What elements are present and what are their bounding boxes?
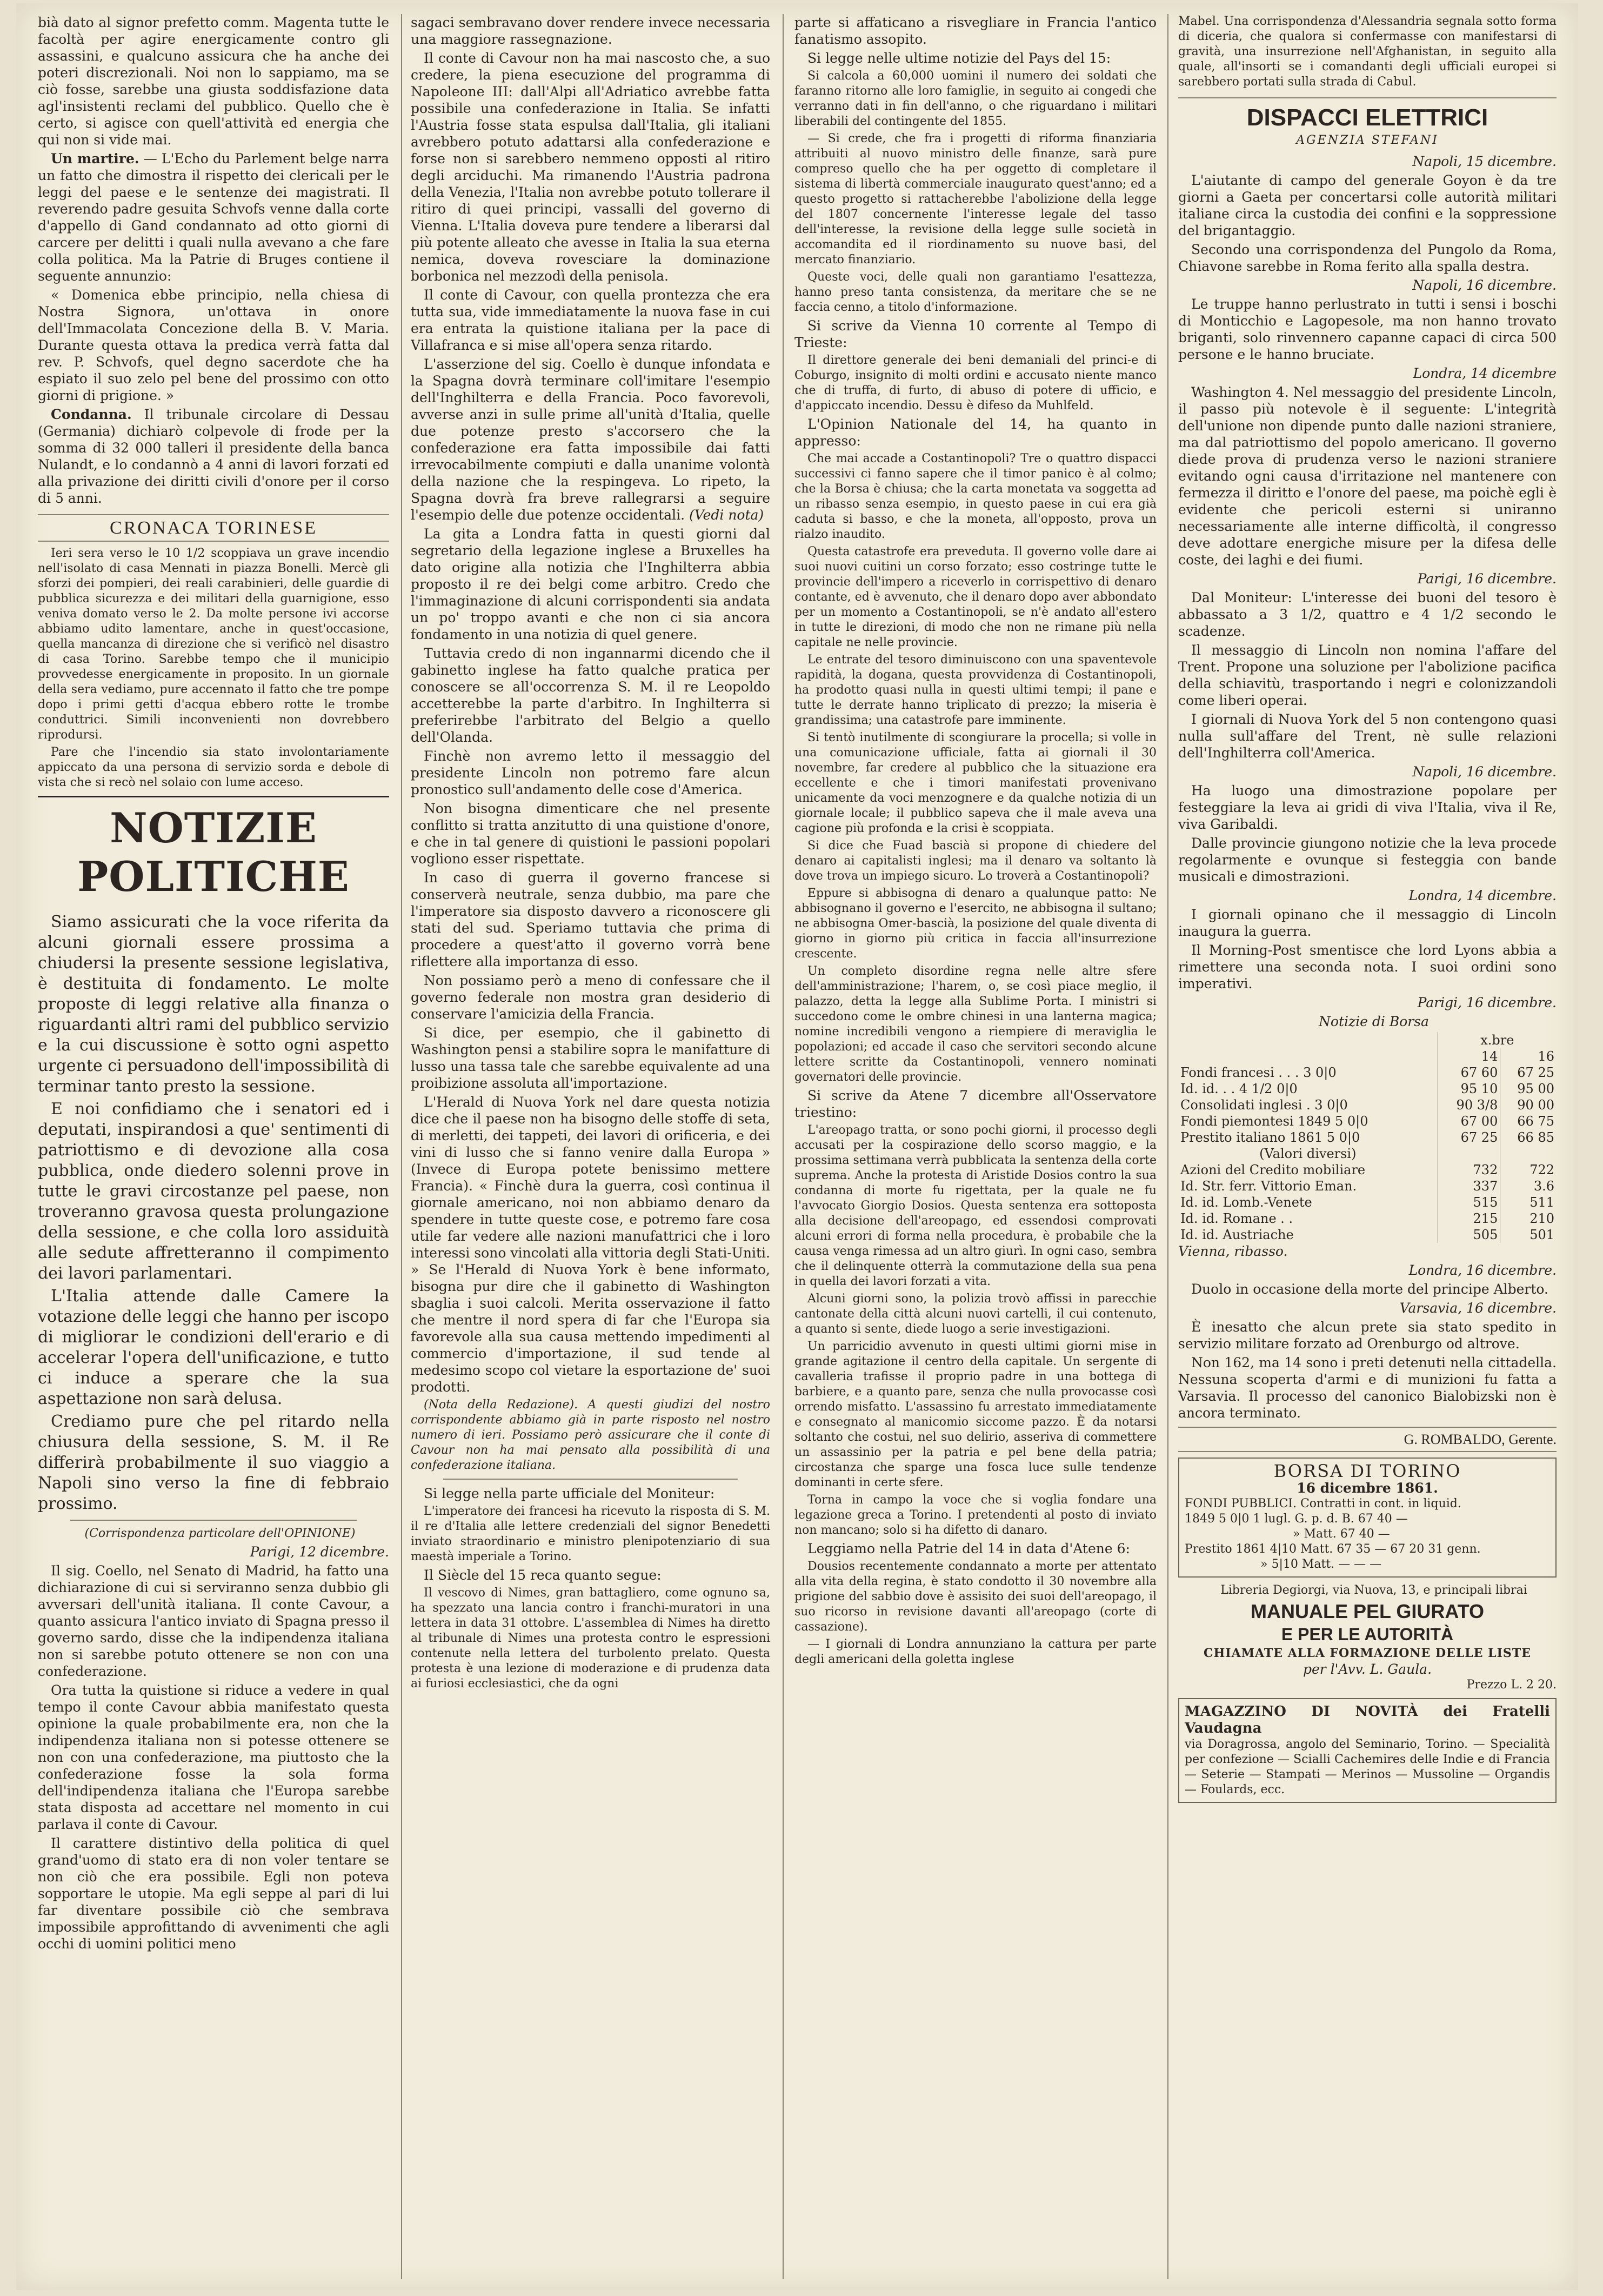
table-cell: 67 00 — [1438, 1113, 1500, 1129]
table-cell: Fondi francesi . . . 3 0|0 — [1180, 1065, 1337, 1080]
article-paragraph: Dousios recentemente condannato a morte per attentato alla vita della regina, è stato condotto il 30 novembre alla prigione del sabbio dove è assisito dei suoi dell'areopago, il suo ricorso in revisione davanti all'areopago (corte di cassazione). — [794, 1560, 1157, 1634]
article-paragraph: Si dice che Fuad bascià si propone di chiedere del denaro ai capitalisti inglesi; ma il denaro va soltanto là dove trova un impiego sicuro. Lo troverà a Costantinopoli? — [794, 839, 1157, 883]
table-cell: 90 3/8 — [1438, 1097, 1500, 1113]
borsa-torino-line: » Matt. 67 40 — — [1293, 1527, 1390, 1541]
article-paragraph: Si dice, per esempio, che il gabinetto di Washington pensi a stabilire sopra le manifatture di lusso una tassa tale che sarebbe equivalente ad una proibizione assoluta all'importazione. — [411, 1025, 770, 1091]
table-cell — [1438, 1146, 1500, 1162]
article-paragraph: Non bisogna dimenticare che nel presente conflitto si tratta anzitutto di una quistione d'onore, e che in tal genere di quistioni le passioni popolari vogliono esser rispettate. — [411, 801, 770, 867]
table-cell: 215 — [1438, 1210, 1500, 1227]
column-rule — [1167, 14, 1168, 2279]
column-1 — [38, 14, 389, 2279]
dateline: Napoli, 16 dicembre. — [1412, 764, 1557, 780]
dispatch: Dal Moniteur: L'interesse dei buoni del tesoro è abbassato a 3 1/2, quattro e 4 1/2 secondo le scadenze. — [1178, 590, 1557, 639]
table-row — [1178, 1032, 1557, 1048]
article-paragraph: Un completo disordine regna nelle altre sfere dell'amministrazione; l'harem, o, se così piace meglio, il palazzo, detta la legge alla Sublime Porta. I ministri si succedono come le ombre chinesi in una lanterna magica; nomine incredibili vengono a riempiere di meraviglia le popolazioni; ed accade il caso che servitori secondo alcune lettere scritte da Costantinopoli, vennero nominati governatori delle provincie. — [794, 964, 1157, 1084]
correspondence-heading: (Corrispondenza particolare dell'OPINIONE) — [84, 1527, 356, 1540]
column-rule — [783, 14, 784, 2279]
table-row — [1178, 1064, 1557, 1081]
table-cell: 95 10 — [1438, 1081, 1500, 1097]
article-paragraph: Il direttore generale dei beni demaniali del princi-e di Coburgo, insignito di molti ordini e accusato niente manco che di truffa, di furto, di abuso di potere di ufficio, e d'appiccato incendio. Dessu è difeso da Muhlfeld. — [794, 354, 1157, 412]
article-paragraph: bià dato al signor prefetto comm. Magenta tutte le facoltà per agire energicamente contro gli assassini, e qualcuno assicura che ha anche dei poteri discrezionali. Noi non lo sappiamo, ma se ciò fosse, sarebbe una giusta soddisfazione data agl'insistenti reclami del pubblico. Quello che è certo, si agisce con quell'attività ed energia che qui non si vide mai. — [38, 15, 389, 148]
advert-manual-desc: CHIAMATE ALLA FORMAZIONE DELLE LISTE — [1204, 1646, 1531, 1660]
table-cell: 66 75 — [1500, 1113, 1557, 1129]
article-paragraph — [38, 406, 389, 507]
article-paragraph: — Si crede, che fra i progetti di riforma finanziaria attribuiti al nuovo ministro delle finanze, sarà pure compreso quello che ha per oggetto di completare il sistema di libertà commerciale inaugurato quest'anno; ed a questo progetto si rattacherebbe l'abolizione della legge del 1807 concernente l'interesse legale del tasso dell'interesse, la revisione della legge sulle società in accomandita ed il riordinamento su nuove basi, del mercato finanziario. — [794, 132, 1157, 267]
section-title-cronaca: CRONACA TORINESE — [38, 514, 389, 542]
advert-magazzino — [1178, 1698, 1557, 1803]
dateline: Varsavia, 16 dicembre. — [1399, 1300, 1557, 1316]
article-paragraph: E noi confidiamo che i senatori ed i deputati, inspirandosi a que' sentimenti di patriottismo e di devozione alla cosa pubblica, onde diedero solenni prove in tutte le gravi circostanze pel paese, non troveranno gravosa questa prolungazione della sessione, e che colla loro assiduità alle sedute affretteranno il compimento dei lavori parlamentari. — [38, 1100, 389, 1283]
article-paragraph: Leggiamo nella Patrie del 14 in data d'Atene 6: — [807, 1541, 1130, 1556]
article-paragraph: Si scrive da Atene 7 dicembre all'Osservatore triestino: — [794, 1088, 1157, 1120]
article-paragraph: Il conte di Cavour non ha mai nascosto che, a suo credere, la piena esecuzione del programma di Napoleone III: dall'Alpi all'Adriatico avrebbe fatta possibile una confederazione in Italia. Se infatti l'Austria fosse stata espulsa dall'Italia, gli italiani avrebbero potuto adattarsi alla confederazione e forse non si sarebbero nemmeno opposti al ritiro degli arciduchi. Ma rimanendo l'Austria padrona della Venezia, l'Italia non avrebbe potuto tollerare il ritiro di quei principi, vassalli del governo di Vienna. L'Italia doveva pure tendere a liberarsi dal più potente alleato che avesse in Italia la sua eterna nemica, doveva rovesciare la dominazione borbonica nel mezzodì della penisola. — [411, 50, 770, 284]
borsa-torino-line: » 5|10 Matt. — — — — [1260, 1558, 1382, 1571]
article-paragraph: Tuttavia credo di non ingannarmi dicendo che il gabinetto inglese ha fatto qualche pratica per conoscere se all'occorrenza S. M. il re Leopoldo accetterebbe la parte d'arbitro. In Inghilterra si preferirebbe l'arbitrato del Belgio a quello dell'Olanda. — [411, 645, 770, 745]
borsa-title: Notizie di Borsa — [1319, 1014, 1429, 1029]
dispatch: L'aiutante di campo del generale Goyon è da tre giorni a Gaeta per concertarsi colle autorità militari italiane circa la custodia dei confini e la soppressione del brigantaggio. — [1178, 172, 1557, 238]
table-cell: 505 — [1438, 1227, 1500, 1243]
table-cell: 337 — [1438, 1178, 1500, 1194]
column-2 — [411, 14, 770, 2279]
item-text: L'asserzione del sig. Coello è dunque infondata e la Spagna dovrà terminare coll'imitare l'esempio dell'Inghilterra e della Francia. Poco favorevoli, avverse anzi in sulle prime all'unità d'Italia, quelle due potenze presto s'accorsero che la confederazione era fatta impossibile dai fatti irrevocabilmente compiuti e dalla unanime volontà della nazione che la respingeva. Lo ripeto, la Spagna dovrà fra breve rallegrarsi a seguire l'esempio delle due potenze occidentali. — [411, 356, 770, 523]
article-paragraph: Siamo assicurati che la voce riferita da alcuni giornali essere prossima a chiudersi la presente sessione legislativa, è destituita di fondamento. Le molte proposte di leggi relative alla finanza o riguardanti altri rami del pubblico servizio e la cui discussione è sotto ogni aspetto urgente ci persuadono dell'impossibilità di terminar tanto presto la sessione. — [38, 913, 389, 1096]
table-row — [1178, 1129, 1557, 1146]
article-paragraph: Questa catastrofe era preveduta. Il governo volle dare ai suoi nuovi cuitini un corso forzato; esso costringe tutte le provincie dell'impero a riceverlo in corrispettivo di denaro contante, ed è avvenuto, che il denaro dopo aver abbondato per un momento a Costantinopoli, se n'è andato all'estero in tutte le direzioni, di modo che non ne rimane più nella capitale ne nelle provincie. — [794, 545, 1157, 649]
table-row — [1178, 1081, 1557, 1097]
article-paragraph: Il conte di Cavour, con quella prontezza che era tutta sua, vide immediatamente la nuova fase in cui era entrata la quistione italiana per la pace di Villafranca e si mise all'opera senza ritardo. — [411, 287, 770, 353]
table-cell: 3.6 — [1500, 1178, 1557, 1194]
borsa-torino-box — [1178, 1458, 1557, 1578]
article-paragraph: sagaci sembravano dover rendere invece necessaria una maggiore rassegnazione. — [411, 15, 770, 47]
article-paragraph: Si legge nella parte ufficiale del Moniteur: — [424, 1486, 715, 1501]
borsa-torino-line: 1849 5 0|0 1 lugl. G. p. d. B. 67 40 — — [1185, 1512, 1408, 1526]
table-row — [1178, 1227, 1557, 1243]
dateline: Parigi, 16 dicembre. — [1417, 995, 1557, 1010]
borsa-torino-date: 16 dicembre 1861. — [1297, 1480, 1438, 1496]
article-paragraph: L'Herald di Nuova York nel dare questa notizia dice che il paese non ha bisogno delle stoffe di seta, di merletti, dei tappeti, dei lavori di orificeria, e dei vini di lusso che si fanno venire dalla Europa » (Invece di Europa potete benissimo mettere Francia). « Finchè dura la guerra, così continua il giornale americano, noi non abbiamo denaro da spendere in tutte queste cose, e potremo fare cosa utile far vedere alle nazioni manufattrici che i loro interessi sono vincolati alla vittoria degli Stati-Uniti. » Se l'Herald di Nuova York è bene informato, bisogna pur dire che il gabinetto di Washington sbaglia i suoi calcoli. Merita osservazione il fatto che mentre il nord spera di far che l'Europa sia favorevole alla sua causa mettendo impedimenti al commercio d'importazione, il sud tende al medesimo scopo col vietare la esportazione de' suoi prodotti. — [411, 1094, 770, 1395]
table-cell: 16 — [1500, 1048, 1557, 1064]
table-cell: 67 25 — [1500, 1064, 1557, 1081]
dispatch: Washington 4. Nel messaggio del presidente Lincoln, il passo più notevole è il seguente: L'integrità dell'unione non dipende punto dalle nazioni straniere, ma dal patriottismo del popolo americano. Il governo diede prova di prudenza verso le nazioni straniere evitando ogni causa d'irritazione nel mantenere con fermezza il diritto e l'onore del paese, ma poichè egli è evidente che pericoli esterni si uniranno necessariamente alle interne difficoltà, il congresso deve adottare energiche misure per la difesa delle coste, dei laghi e dei fiumi. — [1178, 384, 1557, 568]
gerente-signature: G. ROMBALDO, Gerente. — [1178, 1427, 1557, 1452]
dateline: Londra, 14 dicembre — [1413, 365, 1557, 381]
dispatch: Ha luogo una dimostrazione popolare per festeggiare la leva ai gridi di viva l'Italia, viva il Re, viva Garibaldi. — [1178, 783, 1557, 832]
editorial-note: (Nota della Redazione). A questi giudizi del nostro corrispondente abbiamo già in parte risposto nel nostro numero di ieri. Possiamo però assicurare che il conte di Cavour non ha mai pensato alla possibilità di una confederazione italiana. — [411, 1398, 770, 1472]
dateline: Parigi, 16 dicembre. — [1417, 571, 1557, 587]
table-row — [1178, 1097, 1557, 1113]
table-cell: 14 — [1438, 1048, 1500, 1064]
article-paragraph: Ieri sera verso le 10 1/2 scoppiava un grave incendio nell'isolato di casa Mennati in piazza Bonelli. Mercè gli sforzi dei pompieri, dei reali carabinieri, delle guardie di pubblica sicurezza e dei militari della guarnigione, esso veniva domato verso le 2. Da molte persone ivi accorse abbiamo udito lamentare, anche in quest'occasione, quella mancanza di direzione che si verificò nel disastro di casa Torino. Sarebbe tempo che il municipio provvedesse energicamente in proposito. In un giornale della sera vediamo, pure accennato il fatto che tre pompe dopo i primi getti d'acqua ebbero rotte le trombe conduttrici. Simili inconvenienti non dovrebbero riprodursi. — [38, 547, 389, 742]
divider — [70, 1520, 357, 1521]
table-cell — [1178, 1032, 1438, 1048]
article-paragraph: L'areopago tratta, or sono pochi giorni, il processo degli accusati per la cospirazione dello scorso maggio, e la prossima settimana verrà pubblicata la sentenza della corte suprema. Anche la protesta di Aristide Dosios contro la sua condanna di morte fu rigettata, per la quale ne fu l'avvocato Giorgio Dosios. Questa sentenza era sottoposta alla decisione dell'areopago, ed essendosi comprovati alcuni errori di forma nella procedura, è probabile che la causa venga rimessa ad un altro giurì. In ogni caso, sembra che il delinquente otterrà la commutazione della sua pena in quella dei lavori forzati a vita. — [794, 1123, 1157, 1288]
article-paragraph: Mabel. Una corrispondenza d'Alessandria segnala sotto forma di diceria, che qualora si confermasse con manifestarsi di gravità, una insurrezione nell'Afghanistan, in seguito alla quale, all'insorti se i comandanti degli ufficiali europei si sarebbero portati sulla strada di Cabul. — [1178, 15, 1557, 89]
article-paragraph: Si tentò inutilmente di scongiurare la procella; si volle in una comunicazione ufficiale, fatta ai giornali il 30 novembre, far credere al pubblico che la situazione era eccellente e che i timori manifestati provenivano unicamente da voci menzognere e da qualche notizia di un giornale locale; il pubblico sapeva che il male aveva una cagione più profonda e la crisi è scoppiata. — [794, 731, 1157, 835]
table-cell: x.bre — [1438, 1032, 1557, 1048]
section-title-notizie: NOTIZIE POLITICHE — [38, 796, 389, 901]
article-paragraph: parte si affaticano a risvegliare in Francia l'antico fanatismo assopito. — [794, 15, 1157, 47]
borsa-torino-title: BORSA DI TORINO — [1273, 1461, 1461, 1481]
item-heading: Un martire. — [51, 151, 139, 167]
agency-name: AGENZIA STEFANI — [1296, 134, 1439, 147]
item-text: Il tribunale circolare di Dessau (Germania) dichiarò colpevole di frode per la somma di 32 000 talleri il presidente della banca Nulandt, e lo condannò a 4 anni di lavori forzati ed alla privazione dei diritti civili d'onore per il corso di 5 anni. — [38, 407, 389, 506]
table-cell: 95 00 — [1500, 1081, 1557, 1097]
dispatch: Il messaggio di Lincoln non nomina l'affare del Trent. Propone una soluzione per l'abolizione pacifica della schiavitù, trasportando i negri e colonizzandoli come liberi operai. — [1178, 642, 1557, 708]
advert-magazzino-title: MAGAZZINO DI NOVITÀ dei Fratelli Vaudagna — [1185, 1703, 1550, 1736]
article-paragraph: Crediamo pure che pel ritardo nella chiusura della sessione, S. M. il Re differirà probabilmente il suo viaggio a Napoli sino verso la fine di febbraio prossimo. — [38, 1412, 389, 1513]
dispatch: È inesatto che alcun prete sia stato spedito in servizio militare forzato ad Orenburgo od altrove. — [1178, 1319, 1557, 1352]
dispatch: Non 162, ma 14 sono i preti detenuti nella cittadella. Nessuna scoperta d'armi e di munizioni fu fatta a Varsavia. Il processo del canonico Bialobizski non è ancora terminato. — [1178, 1355, 1557, 1421]
table-cell: 67 25 — [1438, 1129, 1500, 1146]
table-row — [1178, 1113, 1557, 1129]
dateline: Londra, 14 dicembre. — [1408, 888, 1557, 903]
table-cell — [1500, 1146, 1557, 1162]
article-paragraph: Si scrive da Vienna 10 corrente al Tempo di Trieste: — [794, 318, 1157, 350]
table-cell — [1178, 1048, 1438, 1064]
dateline: Parigi, 12 dicembre. — [250, 1544, 389, 1560]
table-cell: 511 — [1500, 1194, 1557, 1210]
article-paragraph: L'Italia attende dalle Camere la votazione delle leggi che hanno per iscopo di migliorar le condizioni dell'erario e di accelerar l'opera dell'unificazione, e tutto ci induce a sperare che la sua aspettazione non sarà delusa. — [38, 1287, 389, 1408]
quotation: « Domenica ebbe principio, nella chiesa di Nostra Signora, un'ottava in onore dell'Immacolata Concezione della B. V. Maria. Durante questa ottava la predica verrà fatta dal rev. P. Schvofs, quel degno sacerdote che ha espiato il suo zelo pel bene del prossimo con otto giorni di prigione. » — [38, 287, 389, 403]
article-paragraph: Alcuni giorni sono, la polizia trovò affissi in parecchie cantonate della città alcuni nuovi cartelli, il cui contenuto, a quanto si sente, diede luogo a serie investigazioni. — [794, 1292, 1157, 1336]
borsa-torino-line: FONDI PUBBLICI. Contratti in cont. in liquid. — [1185, 1497, 1461, 1510]
advert-manual-title: MANUALE PEL GIURATO — [1250, 1600, 1485, 1622]
dispatch: I giornali di Nuova York del 5 non contengono quasi nulla sull'affare del Trent, nè sulle relazioni dell'Inghilterra coll'America. — [1178, 711, 1557, 761]
table-cell: Id. Str. ferr. Vittorio Eman. — [1180, 1179, 1357, 1194]
table-row — [1178, 1194, 1557, 1210]
dateline: Napoli, 16 dicembre. — [1412, 277, 1557, 293]
table-cell: Azioni del Credito mobiliare — [1180, 1162, 1366, 1177]
article-paragraph: L'Opinion Nationale del 14, ha quanto in appresso: — [794, 416, 1157, 449]
article-paragraph: Il Siècle del 15 reca quanto segue: — [424, 1567, 662, 1583]
table-cell: (Valori diversi) — [1259, 1146, 1357, 1161]
dispatch: Il Morning-Post smentisce che lord Lyons abbia a rimettere una seconda nota. I suoi ordini sono imperativi. — [1178, 942, 1557, 991]
dispatch: Duolo in occasione della morte del principe Alberto. — [1191, 1281, 1548, 1297]
divider — [443, 1479, 738, 1480]
borsa-note: Vienna, ribasso. — [1178, 1243, 1288, 1259]
table-cell: 66 85 — [1500, 1129, 1557, 1146]
table-cell: 67 60 — [1438, 1064, 1500, 1081]
article-paragraph: L'imperatore dei francesi ha ricevuto la risposta di S. M. il re d'Italia alle lettere credenziali del signor Benedetti inviato straordinario e ministro plenipotenziario di sua maestà imperiale a Torino. — [411, 1505, 770, 1563]
table-row — [1178, 1048, 1557, 1064]
table-cell: 732 — [1438, 1162, 1500, 1178]
article-paragraph: Si legge nelle ultime notizie del Pays del 15: — [807, 50, 1111, 66]
article-paragraph: Queste voci, delle quali non garantiamo l'esattezza, hanno preso tanta consistenza, da meritare che se ne faccia cenno, a titolo d'informazione. — [794, 270, 1157, 314]
article-paragraph: Il sig. Coello, nel Senato di Madrid, ha fatto una dichiarazione di cui si serviranno senza dubbio gli avversari dell'unità italiana. Il conte Cavour, a quanto assicura l'antico inviato di Spagna presso il governo sardo, disse che la indipendenza italiana non si sarebbe potuto ottenere se non con una confederazione. — [38, 1563, 389, 1679]
article-paragraph: Il vescovo di Nimes, gran battagliero, come ognuno sa, ha spezzato una lancia contro i franchi-muratori in una lettera in data 31 ottobre. L'assemblea di Nimes ha diretto al tribunale di Nimes una protesta contro le espressioni contenute nella lettera del turbolento prelato. Questa protesta è una lezione di moderazione e di prudenza data ai furiosi ecclesiastici, che da ogni — [411, 1586, 770, 1691]
article-paragraph: Pare che l'incendio sia stato involontariamente appiccato da una persona di servizio sorda e debole di vista che si recò nel solaio con lume acceso. — [38, 746, 389, 789]
article-paragraph: Eppure si abbisogna di denaro a qualunque patto: Ne abbisognano il governo e l'esercito, ne abbisogna il sultano; ne abbisogna Omer-bascià, la posizione del quale diventa di giorno in giorno più critica in faccia all'insurrezione crescente. — [794, 887, 1157, 961]
note-ref: (Vedi nota) — [689, 507, 764, 523]
article-paragraph: Finchè non avremo letto il messaggio del presidente Lincoln non potremo fare alcun pronostico sull'andamento delle cose d'America. — [411, 748, 770, 797]
table-cell: Consolidati inglesi . 3 0|0 — [1180, 1097, 1348, 1113]
borsa-table — [1178, 1032, 1557, 1243]
table-cell: 210 — [1500, 1210, 1557, 1227]
table-row — [1178, 1178, 1557, 1194]
section-title-dispacci: DISPACCI ELETTRICI — [1178, 97, 1557, 132]
item-heading: Condanna. — [51, 407, 132, 422]
table-cell: 90 00 — [1500, 1097, 1557, 1113]
dateline: Londra, 16 dicembre. — [1408, 1262, 1557, 1278]
table-cell: Fondi piemontesi 1849 5 0|0 — [1180, 1114, 1368, 1129]
article-paragraph: Torna in campo la voce che si voglia fondare una legazione greca a Torino. I pretendenti al posto di inviato non mancano; solo si ha difetto di danaro. — [794, 1493, 1157, 1537]
article-paragraph: Un parricidio avvenuto in questi ultimi giorni mise in grande agitazione il centro della capitale. Un sergente di cavalleria trafisse il proprio padre in una bottega di barbiere, e a quanto pare, senza che nulla provocasse così orrendo misfatto. L'assassino fu arrestato immediatamente e consegnato al manicomio siccome pazzo. È da notarsi soltanto che costui, nel suo delirio, asseriva di commettere un assassinio per la patria e pel bene della patria; circostanza che sparge una fosca luce sulle tendenze dominanti in certe sfere. — [794, 1340, 1157, 1489]
article-paragraph: Ora tutta la quistione si riduce a vedere in qual tempo il conte Cavour abbia manifestato questa opinione la quale probabilmente era, non che la indipendenza italiana non si potesse ottenere se non con una confederazione, ma piuttosto che la confederazione fosse la sola forma dell'indipendenza italiana che l'Europa sarebbe stata disposta ad accettare nel momento in cui parlava il conte di Cavour. — [38, 1682, 389, 1832]
article-paragraph: Non possiamo però a meno di confessare che il governo federale non mostra gran desiderio di conservare l'amicizia della Francia. — [411, 973, 770, 1022]
advert-bookshop: Libreria Degiorgi, via Nuova, 13, e principali librai — [1220, 1583, 1527, 1597]
advert-manual-subtitle: E PER LE AUTORITÀ — [1281, 1625, 1454, 1644]
article-paragraph: Il carattere distintivo della politica di quel grand'uomo di stato era di non voler tentare se non ciò che era possibile. Egli non poteva sopportare le utopie. Ma egli seppe al pari di lui far diventare possibile ciò che sembrava impossibile approfittando di avvenimenti che agli occhi di uomini politici meno — [38, 1835, 389, 1952]
advert-manual-price: Prezzo L. 2 20. — [1466, 1678, 1557, 1692]
column-rule — [401, 14, 402, 2279]
advert-manual-author: per l'Avv. L. Gaula. — [1303, 1661, 1432, 1677]
table-cell: Prestito italiano 1861 5 0|0 — [1180, 1130, 1360, 1145]
item-text: — L'Echo du Parlement belge narra un fatto che dimostra il rispetto dei clericali per le leggi del paese e le sentenze dei magistrati. Il reverendo padre gesuita Schvofs venne dalla corte d'appello di Gand condannato ad otto giorni di carcere per delitti i quali nulla avevano a che fare colla politica. Ma la Patrie di Bruges contiene il seguente annunzio: — [38, 151, 389, 284]
table-cell: Id. id. . . 4 1/2 0|0 — [1180, 1081, 1298, 1096]
article-paragraph: Le entrate del tesoro diminuiscono con una spaventevole rapidità, la dogana, questa provvidenza di Costantinopoli, ha prodotto quasi nulla in questi ultimi tempi; il pane e tutte le derrate hanno triplicato di prezzo; la miseria è grandissima; una catastrofe pare imminente. — [794, 653, 1157, 727]
table-cell: 722 — [1500, 1162, 1557, 1178]
dispatch: I giornali opinano che il messaggio di Lincoln inaugura la guerra. — [1178, 907, 1557, 939]
article-paragraph — [411, 356, 770, 523]
table-row — [1178, 1162, 1557, 1178]
borsa-torino-line: Prestito 1861 4|10 Matt. 67 35 — 67 20 31 genn. — [1185, 1542, 1481, 1556]
article-paragraph: La gita a Londra fatta in questi giorni dal segretario della legazione inglese a Bruxelles ha dato origine alla notizia che l'Inghilterra abbia proposto il re dei belgi come arbitro. Credo che l'immaginazione di alcuni corrispondenti sia andata un po' troppo avanti e che non ci sia ancora fondamento in una notizia di quel genere. — [411, 526, 770, 642]
article-paragraph: Si calcola a 60,000 uomini il numero dei soldati che faranno ritorno alle loro famiglie, in seguito ai congedi che verranno dati in fin dell'anno, o che riguardano i militari liberabili del contingente del 1855. — [794, 69, 1157, 128]
dispatch: Dalle provincie giungono notizie che la leva procede regolarmente e ovunque si festeggia con bande musicali e dimostrazioni. — [1178, 835, 1557, 884]
newspaper-page — [16, 3, 1578, 2290]
article-paragraph: In caso di guerra il governo francese si conserverà neutrale, senza dubbio, ma pare che l'imperatore sia disposto davvero a riconoscere gli stati del sud. Speriamo tuttavia che prima di procedere a quest'atto il governo vorrà bene riflettere alla importanza di esso. — [411, 870, 770, 969]
dispatch: Secondo una corrispondenza del Pungolo da Roma, Chiavone sarebbe in Roma ferito alla spalla destra. — [1178, 242, 1557, 274]
article-paragraph: Che mai accade a Costantinopoli? Tre o quattro dispacci successivi ci fanno sapere che il timor panico è al colmo; che la Borsa è chiusa; che la carta monetata va soggetta ad un ribasso senza esempio, in questo paese in cui era già caduta si basso, e che la moneta, all'opposto, prova un rialzo inaudito. — [794, 452, 1157, 541]
article-paragraph — [38, 150, 389, 284]
dispatch: Le truppe hanno perlustrato in tutti i sensi i boschi di Monticchio e Lagopesole, ma non hanno trovato briganti, solo rinvennero capanne capaci di circa 500 persone e le hanno bruciate. — [1178, 296, 1557, 362]
table-cell: 501 — [1500, 1227, 1557, 1243]
table-cell: Id. id. Romane . . — [1180, 1211, 1293, 1226]
table-cell: Id. id. Lomb.-Venete — [1180, 1195, 1312, 1210]
table-cell: 515 — [1438, 1194, 1500, 1210]
column-4 — [1178, 14, 1557, 2279]
article-paragraph: — I giornali di Londra annunziano la cattura per parte degli americani della goletta inglese — [794, 1638, 1157, 1666]
column-3 — [794, 14, 1157, 2279]
table-row — [1178, 1210, 1557, 1227]
dateline: Napoli, 15 dicembre. — [1412, 154, 1557, 169]
table-row — [1178, 1146, 1557, 1162]
advert-magazzino-text: via Doragrossa, angolo del Seminario, Torino. — Specialità per confezione — Scialli Cachemires delle Indie e di Francia — Seterie — Stampati — Merinos — Mussoline — Organdis — Foulards, ecc. — [1185, 1738, 1550, 1796]
table-cell: Id. id. Austriache — [1180, 1227, 1294, 1242]
